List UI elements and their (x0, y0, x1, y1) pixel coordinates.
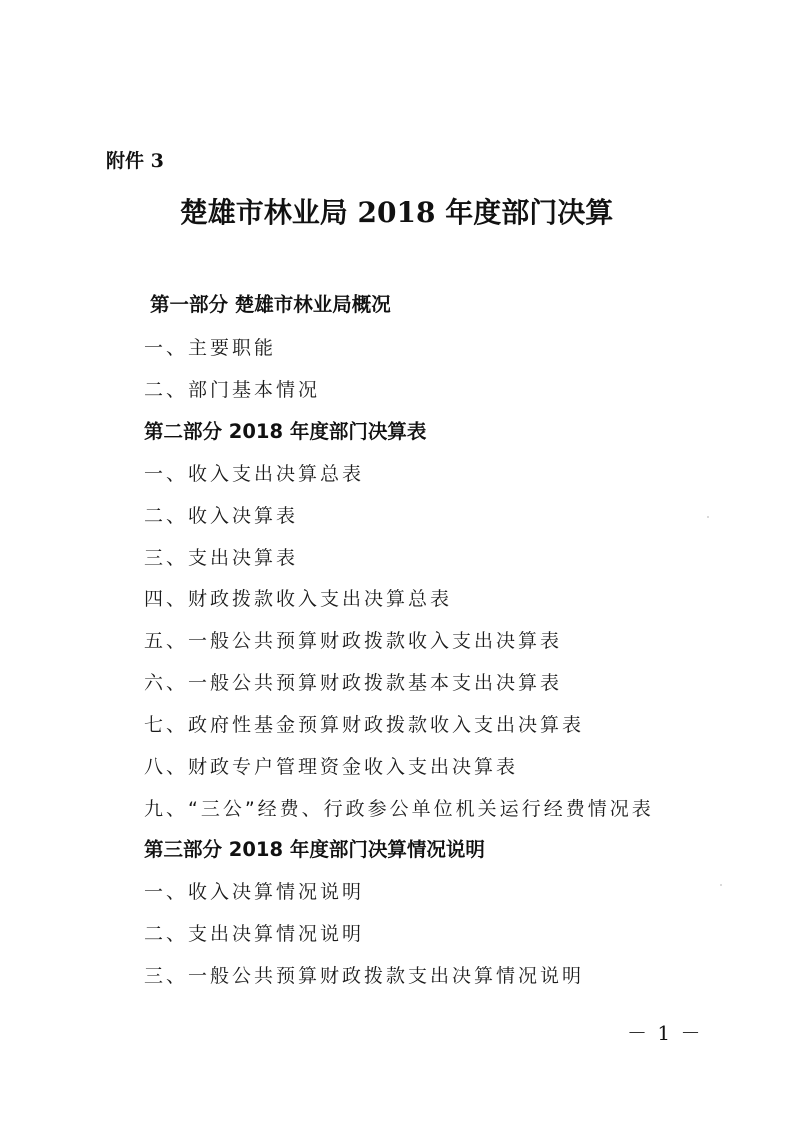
toc-part2-item-7: 七、政府性基金预算财政拨款收入支出决算表 (144, 714, 585, 736)
scan-speck (707, 516, 709, 518)
page-number: － 1 － (627, 1021, 703, 1045)
attachment-label: 附件 3 (106, 150, 164, 172)
toc-part2-item-6: 六、一般公共预算财政拨款基本支出决算表 (144, 672, 563, 694)
toc-part2-item-8: 八、财政专户管理资金收入支出决算表 (144, 756, 519, 778)
toc-part1-heading: 第一部分 楚雄市林业局概况 (150, 293, 391, 316)
toc-part2-item-5: 五、一般公共预算财政拨款收入支出决算表 (144, 630, 563, 652)
toc-part3-item-2: 二、支出决算情况说明 (144, 923, 365, 945)
toc-part2-heading: 第二部分 2018 年度部门决算表 (144, 420, 427, 443)
toc-part2-item-9: 九、“三公”经费、行政参公单位机关运行经费情况表 (144, 798, 654, 820)
toc-part1-item-1: 一、主要职能 (144, 337, 277, 359)
toc-part2-item-2: 二、收入决算表 (144, 505, 299, 527)
document-title: 楚雄市林业局 2018 年度部门决算 (179, 196, 614, 229)
toc-part3-item-1: 一、收入决算情况说明 (144, 881, 365, 903)
toc-part1-item-2: 二、部门基本情况 (144, 379, 321, 401)
toc-part2-item-4: 四、财政拨款收入支出决算总表 (144, 588, 453, 610)
toc-part3-item-3: 三、一般公共预算财政拨款支出决算情况说明 (144, 965, 585, 987)
toc-part2-item-1: 一、收入支出决算总表 (144, 463, 365, 485)
toc-part2-item-3: 三、支出决算表 (144, 547, 299, 569)
scan-speck (720, 884, 722, 886)
toc-part3-heading: 第三部分 2018 年度部门决算情况说明 (144, 838, 485, 861)
